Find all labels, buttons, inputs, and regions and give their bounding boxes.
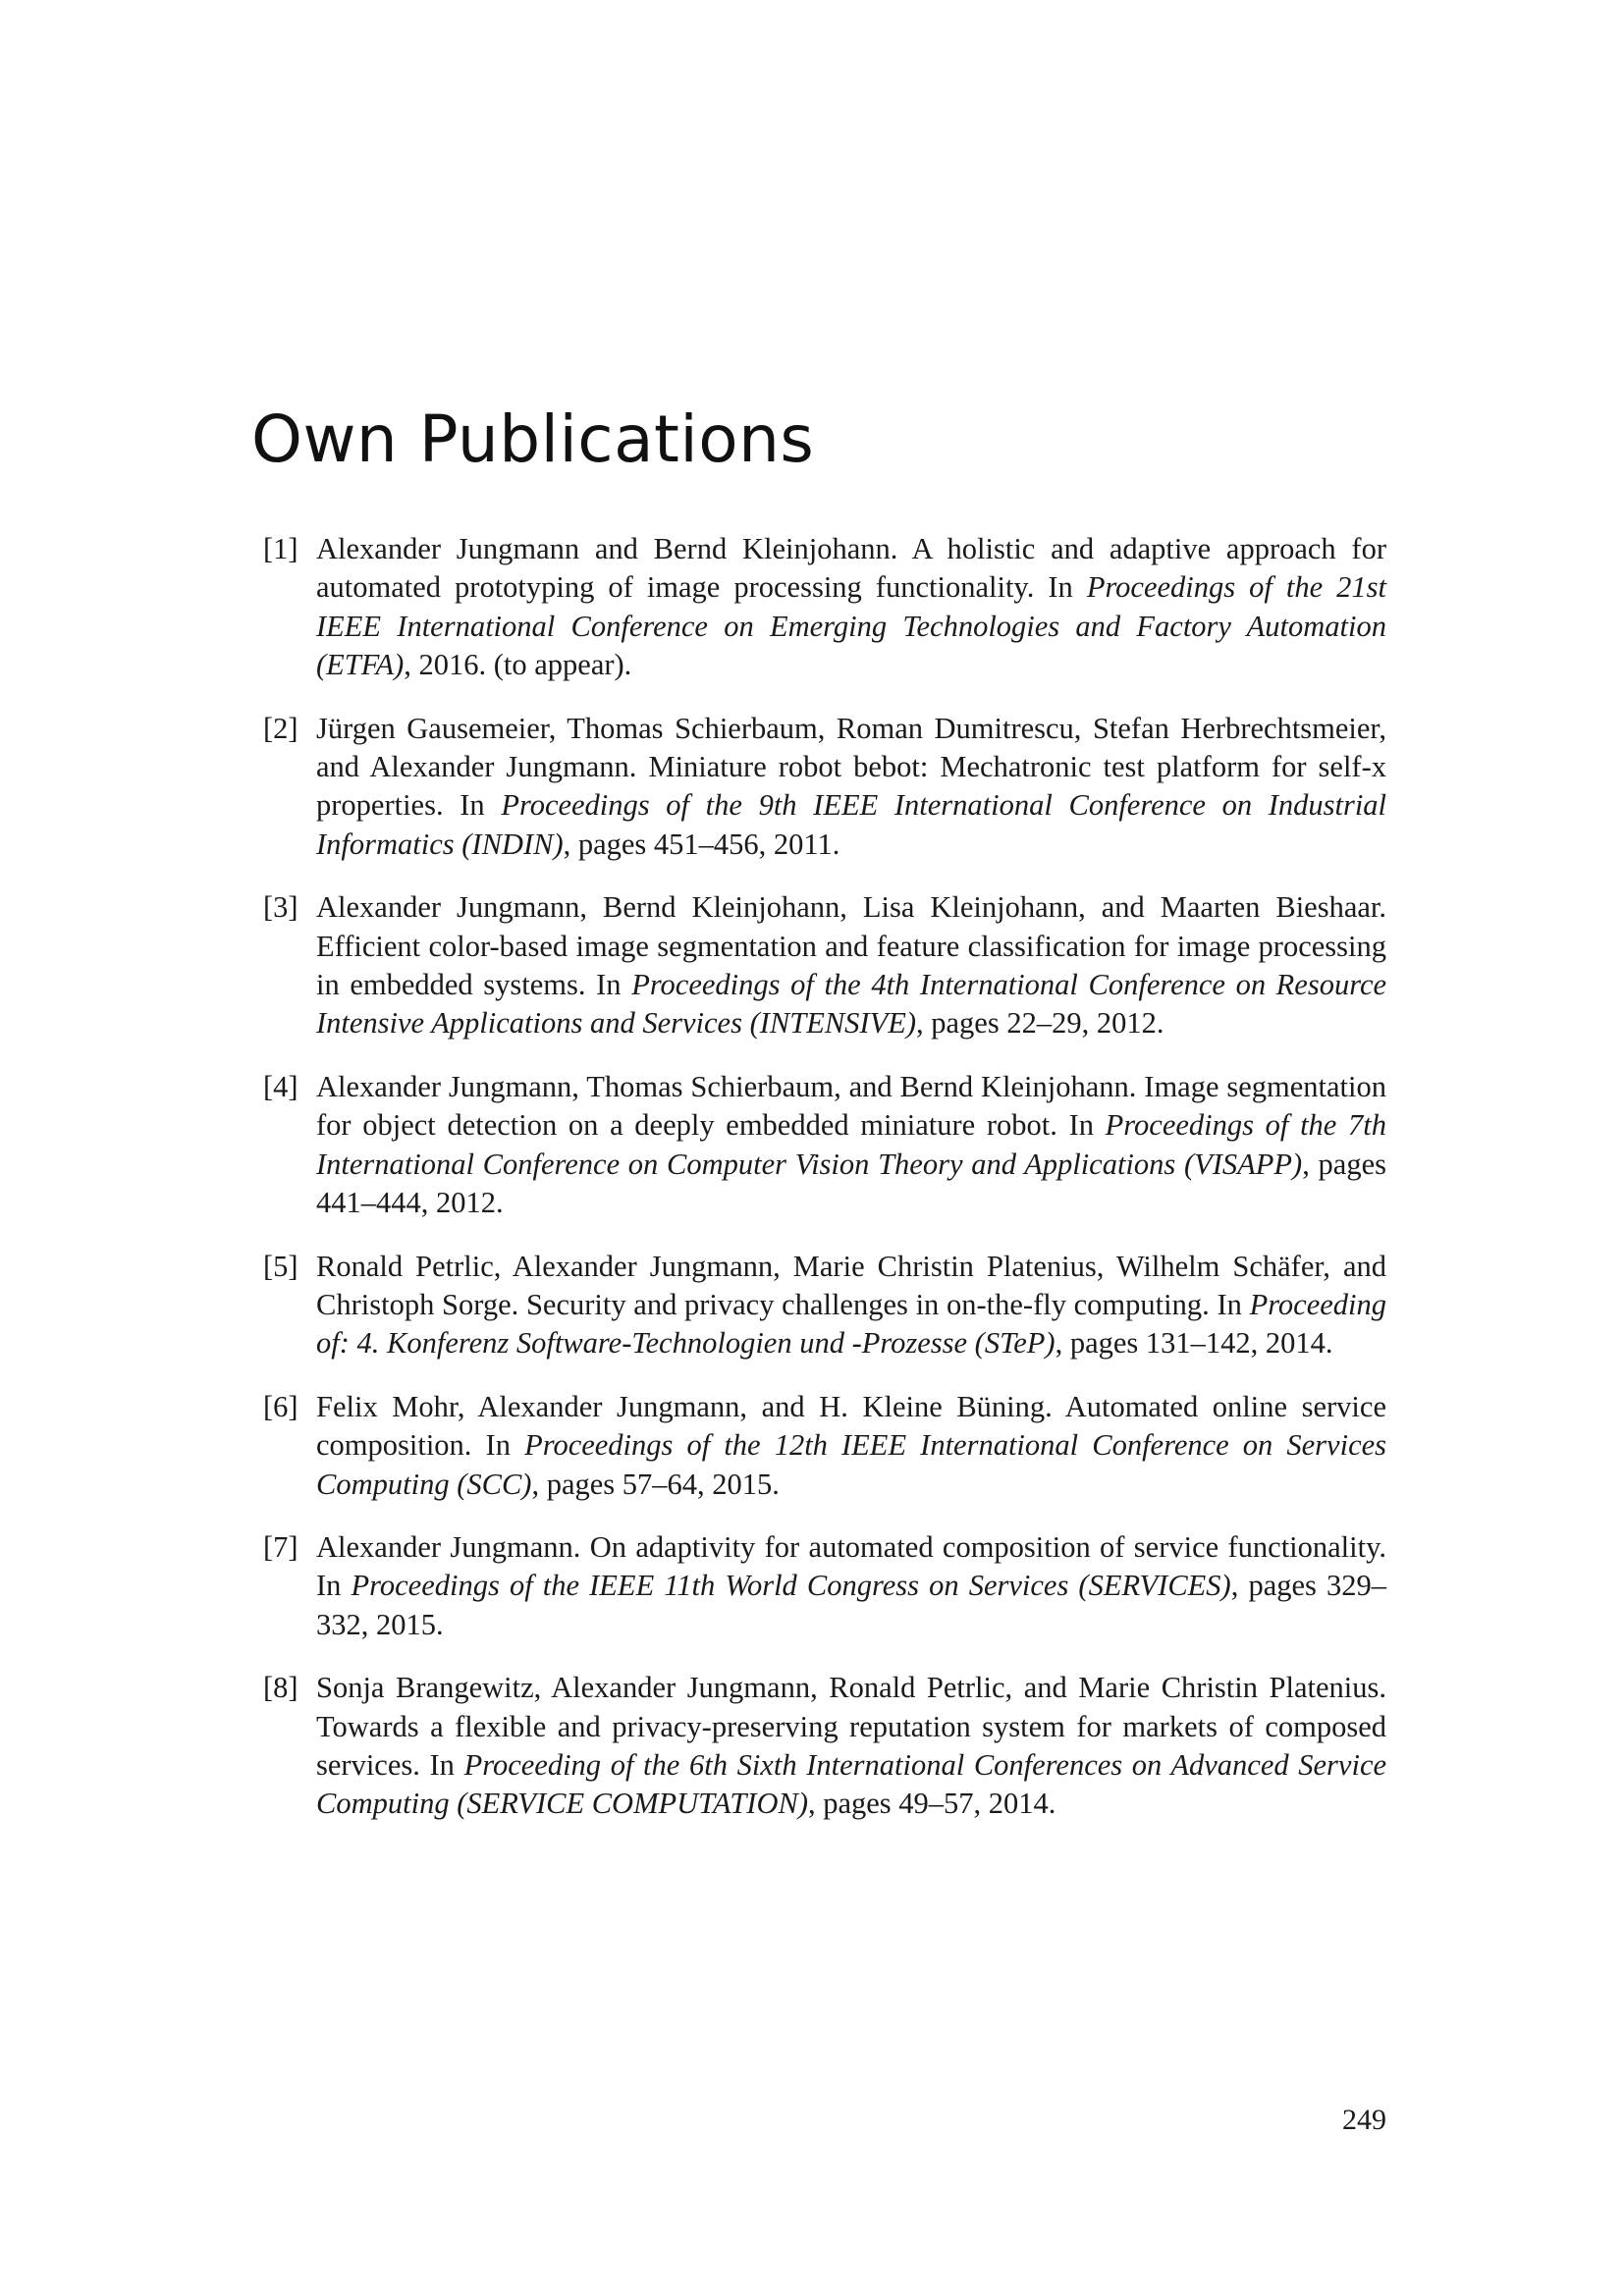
publication-details: , pages 49–57, 2014. bbox=[807, 1787, 1056, 1821]
publication-text bbox=[316, 1390, 1386, 1501]
publication-in: In bbox=[596, 968, 622, 1002]
publication-in: In bbox=[1048, 570, 1073, 605]
publication-entry bbox=[251, 530, 1386, 685]
publication-authors: Alexander Jungmann, Thomas Schierbaum, and Bernd Kleinjohann. bbox=[316, 1069, 1137, 1103]
publication-authors: Ronald Petrlic, Alexander Jungmann, Marie Christin Platenius, Wilhelm Schäfer, and Christoph Sorge. bbox=[316, 1249, 1386, 1321]
publication-details: , 2016. (to appear). bbox=[404, 648, 632, 682]
publication-venue: Proceeding of the 6th Sixth International Conferences on Advanced Service Computing (SERVICE COMPUTATION) bbox=[316, 1747, 1387, 1821]
publication-text bbox=[316, 1671, 1386, 1820]
publication-number: [3] bbox=[263, 890, 298, 925]
publication-text bbox=[316, 532, 1386, 681]
publication-number: [1] bbox=[263, 532, 298, 565]
publication-details: , pages 451–456, 2011. bbox=[563, 827, 840, 861]
publication-text bbox=[316, 1250, 1386, 1361]
publication-venue: Proceeding of: 4. Konferenz Software-Technologien und -Prozesse (STeP) bbox=[316, 1287, 1387, 1361]
publication-number: [2] bbox=[263, 711, 298, 745]
chapter-title: Own Publications bbox=[251, 401, 815, 477]
publication-list bbox=[251, 530, 1386, 1848]
publication-authors: Jürgen Gausemeier, Thomas Schierbaum, Roman Dumitrescu, Stefan Herbrechtsmeier, and Alexander Jungmann. bbox=[316, 711, 1386, 784]
publication-entry bbox=[251, 888, 1386, 1043]
publication-title: On adaptivity for automated composition of service functionality. bbox=[589, 1529, 1386, 1564]
publication-in: In bbox=[460, 788, 485, 823]
publication-entry bbox=[251, 1669, 1386, 1824]
publication-details: , pages 131–142, 2014. bbox=[1055, 1326, 1333, 1361]
publication-venue: Proceedings of the 12th IEEE International Conference on Services Computing (SCC) bbox=[316, 1428, 1387, 1501]
publication-text bbox=[316, 890, 1386, 1040]
publication-authors: Alexander Jungmann. bbox=[316, 1529, 581, 1564]
publication-details: , pages 22–29, 2012. bbox=[916, 1006, 1164, 1041]
publication-authors: Felix Mohr, Alexander Jungmann, and H. Kleine Büning. bbox=[316, 1389, 1053, 1423]
publication-venue: Proceedings of the 9th IEEE International Conference on Industrial Informatics (INDIN) bbox=[316, 788, 1387, 861]
publication-title: Image segmentation for object detection on a deeply embedded miniature robot. bbox=[316, 1069, 1387, 1143]
publication-details: , pages 57–64, 2015. bbox=[531, 1467, 780, 1501]
publication-details: , pages 441–444, 2012. bbox=[316, 1147, 1386, 1220]
publication-number: [6] bbox=[263, 1389, 298, 1423]
publication-title: Security and privacy challenges in on-the-fly computing. bbox=[525, 1287, 1210, 1321]
publication-entry bbox=[251, 1248, 1386, 1363]
publication-in: In bbox=[1217, 1287, 1242, 1321]
publication-entry bbox=[251, 1528, 1386, 1644]
publication-entry bbox=[251, 710, 1386, 865]
publication-venue: Proceedings of the 7th International Conference on Computer Vision Theory and Applications (VISAPP) bbox=[316, 1108, 1386, 1181]
publication-entry bbox=[251, 1388, 1386, 1504]
publication-number: [8] bbox=[263, 1671, 298, 1705]
publication-authors: Alexander Jungmann and Bernd Kleinjohann. bbox=[316, 532, 898, 565]
publication-number: [4] bbox=[263, 1069, 298, 1103]
publication-title: Miniature robot bebot: Mechatronic test platform for self-x properties. bbox=[316, 750, 1386, 823]
publication-text bbox=[316, 1070, 1386, 1219]
publication-title: A holistic and adaptive approach for automated prototyping of image processing functionality. bbox=[316, 532, 1386, 605]
publication-entry bbox=[251, 1068, 1386, 1223]
publication-text bbox=[316, 1530, 1386, 1641]
publication-title: Efficient color-based image segmentation and feature classification for image processing in embedded systems. bbox=[316, 929, 1386, 1002]
publication-in: In bbox=[1068, 1108, 1094, 1143]
page-number: 249 bbox=[1342, 2104, 1386, 2136]
publication-number: [5] bbox=[263, 1249, 298, 1283]
publication-in: In bbox=[429, 1747, 455, 1782]
publication-venue: Proceedings of the IEEE 11th World Congress on Services (SERVICES) bbox=[351, 1569, 1231, 1603]
publication-details: , pages 329–332, 2015. bbox=[316, 1569, 1386, 1641]
publication-in: In bbox=[316, 1569, 342, 1603]
publication-venue: Proceedings of the 21st IEEE International Conference on Emerging Technologies and Factory Automation (ETFA) bbox=[316, 570, 1387, 682]
publication-authors: Sonja Brangewitz, Alexander Jungmann, Ronald Petrlic, and Marie Christin Platenius. bbox=[316, 1671, 1386, 1705]
publication-in: In bbox=[485, 1428, 511, 1463]
publication-text bbox=[316, 712, 1386, 861]
publication-venue: Proceedings of the 4th International Conference on Resource Intensive Applications and Services (INTENSIVE) bbox=[316, 968, 1387, 1041]
publication-number: [7] bbox=[263, 1529, 298, 1564]
publication-title: Towards a flexible and privacy-preserving reputation system for markets of composed services. bbox=[316, 1709, 1386, 1782]
publication-title: Automated online service composition. bbox=[316, 1389, 1386, 1463]
publication-authors: Alexander Jungmann, Bernd Kleinjohann, Lisa Kleinjohann, and Maarten Bieshaar. bbox=[316, 890, 1386, 925]
